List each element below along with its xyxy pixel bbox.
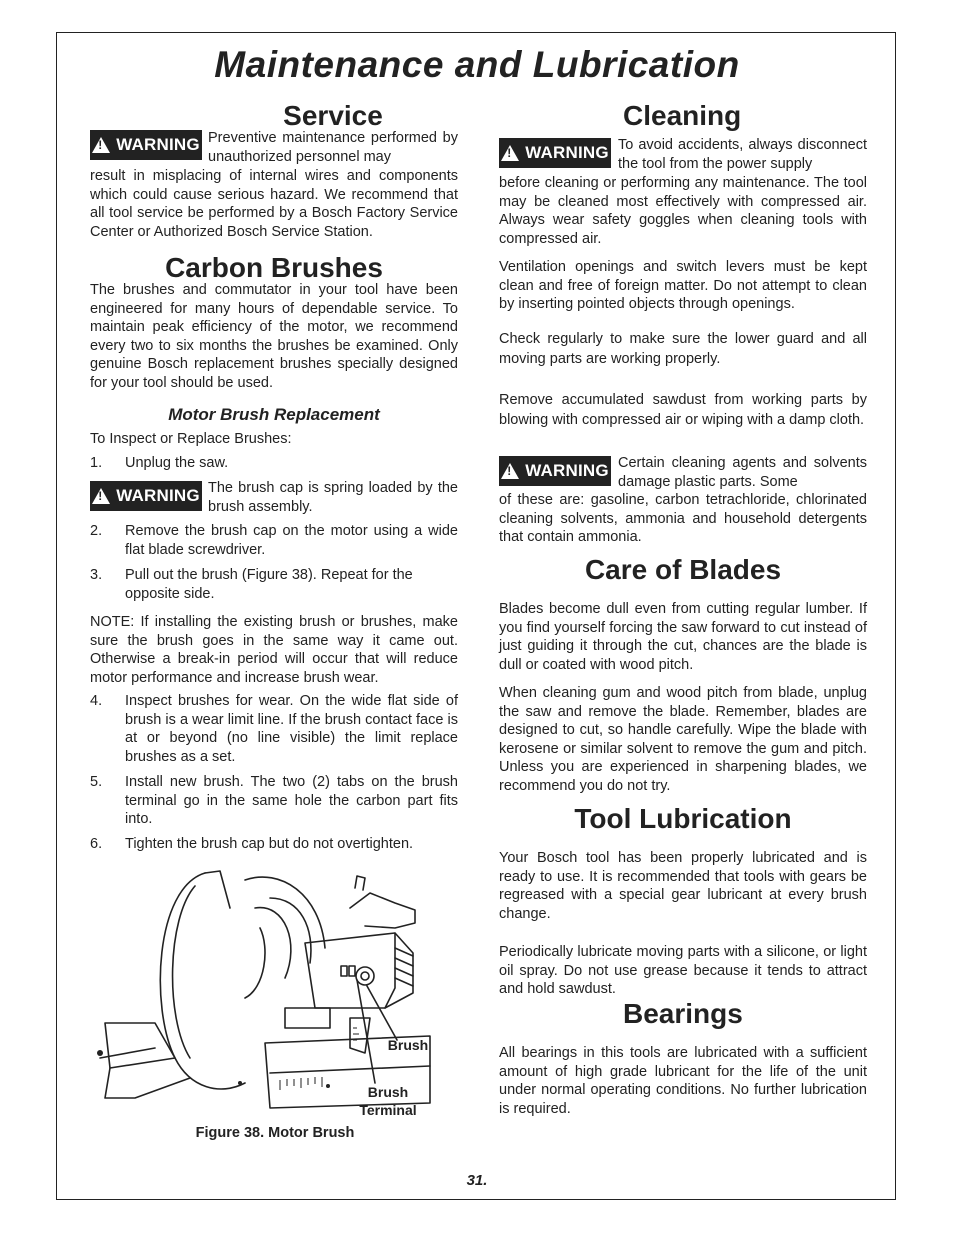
tool-lubrication-heading: Tool Lubrication <box>574 803 792 834</box>
motor-brush-illustration <box>95 868 435 1118</box>
page-number: 31. <box>466 1172 488 1189</box>
carbon-brushes-body: The brushes and commutator in your tool have been engineered for many hours of dependable service. To maintain peak efficiency of the motor, we recommend every two to six months the brushes be examined. Only genuine Bosch replacement brushes specially designed for your tool should be used. <box>90 282 458 391</box>
service-heading: Service <box>283 100 383 131</box>
bearings-body: All bearings in this tools are lubricated with a sufficient amount of high grade lubricant for the life of the unit under normal operating conditions. No further lubrication is required. <box>499 1045 867 1117</box>
label-brush: Brush <box>387 1037 429 1053</box>
lubrication-p2: Periodically lubricate moving parts with a silicone, or light oil spray. Do not use grease because it tends to attract and hold sawdust. <box>499 944 867 998</box>
service-warning-badge: ! WARNING <box>90 130 202 160</box>
blades-p2: When cleaning gum and wood pitch from blade, unplug the saw and remove the blade. Remember, blades are designed to cut, so handle carefully. Wipe the blade with kerosene or similar solvent to remove the gum and pitch. Unless you are experienced in sharpening blades, we recommend you do not try. <box>499 685 867 794</box>
cleaning-p1: Ventilation openings and switch levers must be kept clean and free of foreign matter. Do not attempt to clean by inserting pointed objects through openings. <box>499 259 867 313</box>
figure-caption: Figure 38. Motor Brush <box>195 1125 355 1141</box>
brushes-intro: To Inspect or Replace Brushes: <box>90 431 292 447</box>
cleaning-warning-1-text: To avoid accidents, always disconnect the tool from the power supply <box>618 137 867 172</box>
label-brush-terminal: Brush Terminal <box>359 1084 417 1118</box>
warning-triangle-icon <box>501 463 519 479</box>
brush-warning-text: The brush cap is spring loaded by the brush assembly. <box>208 480 458 515</box>
lubrication-p1: Your Bosch tool has been properly lubricated and is ready to use. It is recommended that tools with gears be regreased with a special gear lubricant at every brush change. <box>499 850 867 922</box>
brush-note: NOTE: If installing the existing brush or brushes, make sure the brush goes in the same way it came out. Otherwise a break-in period will occur that will reduce motor performance and increase brush wear. <box>90 614 458 686</box>
cleaning-warning-1-body: before cleaning or performing any maintenance. The tool may be cleaned most effectively with compressed air. Always wear safety goggles when cleaning tools with compressed air. <box>499 175 867 247</box>
bearings-heading: Bearings <box>623 998 743 1029</box>
cleaning-warning-badge-1: ! WARNING <box>499 138 611 168</box>
service-warning-text: Preventive maintenance performed by unauthorized personnel may <box>208 130 458 165</box>
cleaning-warning-2-text: Certain cleaning agents and solvents damage plastic parts. Some <box>618 455 867 490</box>
cleaning-warning-badge-2: ! WARNING <box>499 456 611 486</box>
brush-warning-badge: ! WARNING <box>90 481 202 511</box>
blades-p1: Blades become dull even from cutting regular lumber. If you find yourself forcing the saw forward to cut instead of just guiding it through the cut, chances are the blade is dull or coated with wood pitch. <box>499 601 867 673</box>
warning-triangle-icon <box>501 145 519 161</box>
warning-triangle-icon <box>92 137 110 153</box>
motor-brush-subheading: Motor Brush Replacement <box>168 405 380 424</box>
page-title: Maintenance and Lubrication <box>214 44 740 85</box>
cleaning-p2: Check regularly to make sure the lower guard and all moving parts are working properly. <box>499 331 867 367</box>
cleaning-warning-2-body: of these are: gasoline, carbon tetrachloride, chlorinated cleaning solvents, ammonia and household detergents that contain ammonia. <box>499 492 867 546</box>
cleaning-p3: Remove accumulated sawdust from working parts by blowing with compressed air or wiping with a damp cloth. <box>499 392 867 428</box>
cleaning-heading: Cleaning <box>623 100 742 131</box>
service-body: result in misplacing of internal wires and components which could cause serious hazard. We recommend that all tool service be performed by a Bosch Factory Service Center or Authorized Bosch Service Station. <box>90 168 458 240</box>
care-of-blades-heading: Care of Blades <box>584 554 782 585</box>
carbon-brushes-heading: Carbon Brushes <box>165 252 383 283</box>
warning-triangle-icon <box>92 488 110 504</box>
